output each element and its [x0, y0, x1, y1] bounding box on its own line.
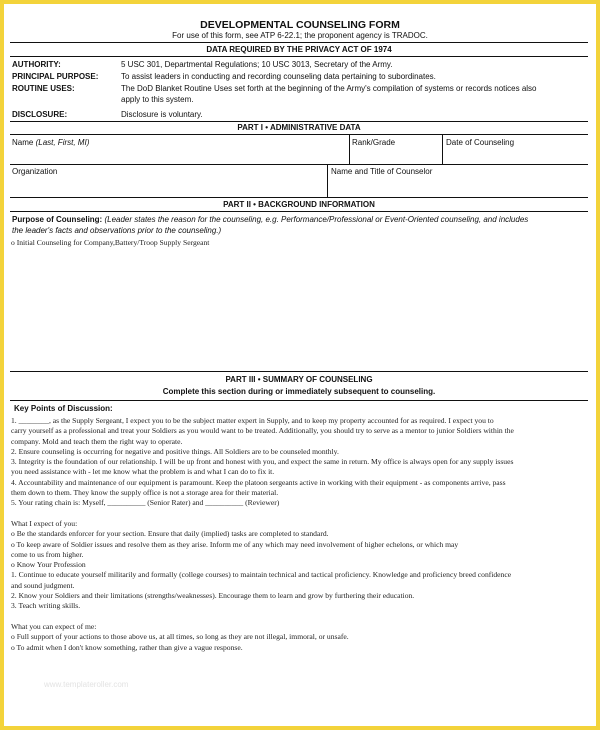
counseling-form-page	[4, 4, 596, 726]
blank-line	[11, 509, 591, 519]
key-points-body[interactable]	[11, 416, 591, 653]
counselor-field[interactable]: Name and Title of Counselor	[331, 167, 433, 176]
divider	[10, 371, 588, 372]
text-line: company. Mold and teach them the right way to operate.	[11, 436, 183, 446]
text-line: come to us from higher.	[11, 549, 84, 559]
organization-field[interactable]: Organization	[12, 167, 58, 176]
text-line: o Be the standards enforcer for your section. Ensure that daily (implied) tasks are completed to standard.	[11, 529, 329, 539]
purpose-label: Purpose of Counseling:	[12, 215, 103, 224]
part3-heading: PART III • SUMMARY OF COUNSELING	[225, 375, 373, 384]
form-subtitle: For use of this form, see ATP 6-22.1; the proponent agency is TRADOC.	[172, 31, 428, 40]
divider	[10, 121, 588, 122]
routine-uses-label: ROUTINE USES:	[12, 84, 75, 93]
name-label: Name	[12, 138, 34, 147]
routine-uses-text: The DoD Blanket Routine Uses set forth at the beginning of the Army's compilation of systems or records notices also	[121, 84, 537, 93]
disclosure-text: Disclosure is voluntary.	[121, 110, 203, 119]
divider	[10, 42, 588, 43]
text-line: you need assistance with - let me know what the problem is and what I can do to fix it.	[11, 467, 275, 477]
routine-uses-text-cont: apply to this system.	[121, 95, 194, 104]
name-field-label[interactable]	[12, 138, 89, 147]
rank-grade-field[interactable]: Rank/Grade	[352, 138, 396, 147]
text-line: o To admit when I don't know something, rather than give a vague response.	[11, 642, 243, 652]
divider	[442, 134, 443, 164]
text-line: them down to them. They know the supply office is not a storage area for their material.	[11, 488, 279, 498]
text-line: o Know Your Profession	[11, 560, 86, 570]
form-title: DEVELOPMENTAL COUNSELING FORM	[200, 19, 400, 31]
part2-heading: PART II • BACKGROUND INFORMATION	[223, 200, 375, 209]
date-of-counseling-field[interactable]: Date of Counseling	[446, 138, 515, 147]
divider	[327, 164, 328, 197]
purpose-hint-cont: the leader's facts and observations prior to the counseling.)	[12, 226, 222, 235]
text-line: o Full support of your actions to those above us, at all times, so long as they are not illegal, immoral, or unsafe.	[11, 632, 349, 642]
disclosure-label: DISCLOSURE:	[12, 110, 68, 119]
text-line: 2. Know your Soldiers and their limitations (strengths/weaknesses). Encourage them to learn and grow by furthering their education.	[11, 591, 415, 601]
principal-purpose-label: PRINCIPAL PURPOSE:	[12, 72, 99, 81]
authority-label: AUTHORITY:	[12, 60, 61, 69]
blank-line	[11, 612, 591, 622]
divider	[349, 134, 350, 164]
divider	[10, 134, 588, 135]
text-line: 4. Accountability and maintenance of our equipment is paramount. Keep the platoon sergeants active in working with their equipment - as components arrive, pass	[11, 477, 506, 487]
text-line: What I expect of you:	[11, 518, 78, 528]
purpose-entry[interactable]: o Initial Counseling for Company,Battery/Troop Supply Sergeant	[11, 238, 210, 247]
text-line: What you can expect of me:	[11, 621, 97, 631]
divider	[10, 400, 588, 401]
part1-heading: PART I • ADMINISTRATIVE DATA	[237, 123, 361, 132]
principal-purpose-text: To assist leaders in conducting and recording counseling data pertaining to subordinates.	[121, 72, 436, 81]
name-hint: (Last, First, MI)	[35, 138, 90, 147]
purpose-hint: (Leader states the reason for the counseling, e.g. Performance/Professional or Event-Oriented counseling, and includes	[104, 215, 529, 224]
text-line: carry yourself as a professional and treat your Soldiers as you would want to be treated. Additionally, you should try to serve as a mentor to junior Soldiers within the	[11, 426, 514, 436]
text-line: 5. Your rating chain is: Myself, __________ (Senior Rater) and __________ (Reviewer)	[11, 498, 280, 508]
text-line: 1. Continue to educate yourself militarily and formally (college courses) to maintain technical and tactical proficiency. Knowledge and proficiency breed confidence	[11, 570, 512, 580]
privacy-heading: DATA REQUIRED BY THE PRIVACY ACT OF 1974	[206, 45, 392, 54]
text-line: 3. Integrity is the foundation of our relationship. I will be up front and honest with you, and expect the same in return. My office is always open for any supply issues	[11, 457, 514, 467]
part3-subheading: Complete this section during or immediately subsequent to counseling.	[162, 387, 436, 396]
divider	[10, 211, 588, 212]
text-line: 1. ________, as the Supply Sergeant, I expect you to be the subject matter expert in Supply, and to keep my property accounted for as required. I expect you to	[11, 416, 494, 425]
text-line: and sound judgment.	[11, 580, 75, 590]
divider	[10, 56, 588, 57]
divider	[10, 197, 588, 198]
authority-text: 5 USC 301, Departmental Regulations; 10 USC 3013, Secretary of the Army.	[121, 60, 393, 69]
key-points-label: Key Points of Discussion:	[14, 404, 113, 413]
text-line: 2. Ensure counseling is occurring for negative and positive things. All Soldiers are to be counseled monthly.	[11, 446, 339, 456]
text-line: o To keep aware of Soldier issues and resolve them as they arise. Inform me of any which may need involvement of higher echelons, or which may	[11, 539, 459, 549]
divider	[10, 164, 588, 165]
watermark: www.templateroller.com	[44, 680, 129, 689]
purpose-of-counseling	[12, 215, 588, 224]
text-line: 3. Teach writing skills.	[11, 601, 81, 611]
